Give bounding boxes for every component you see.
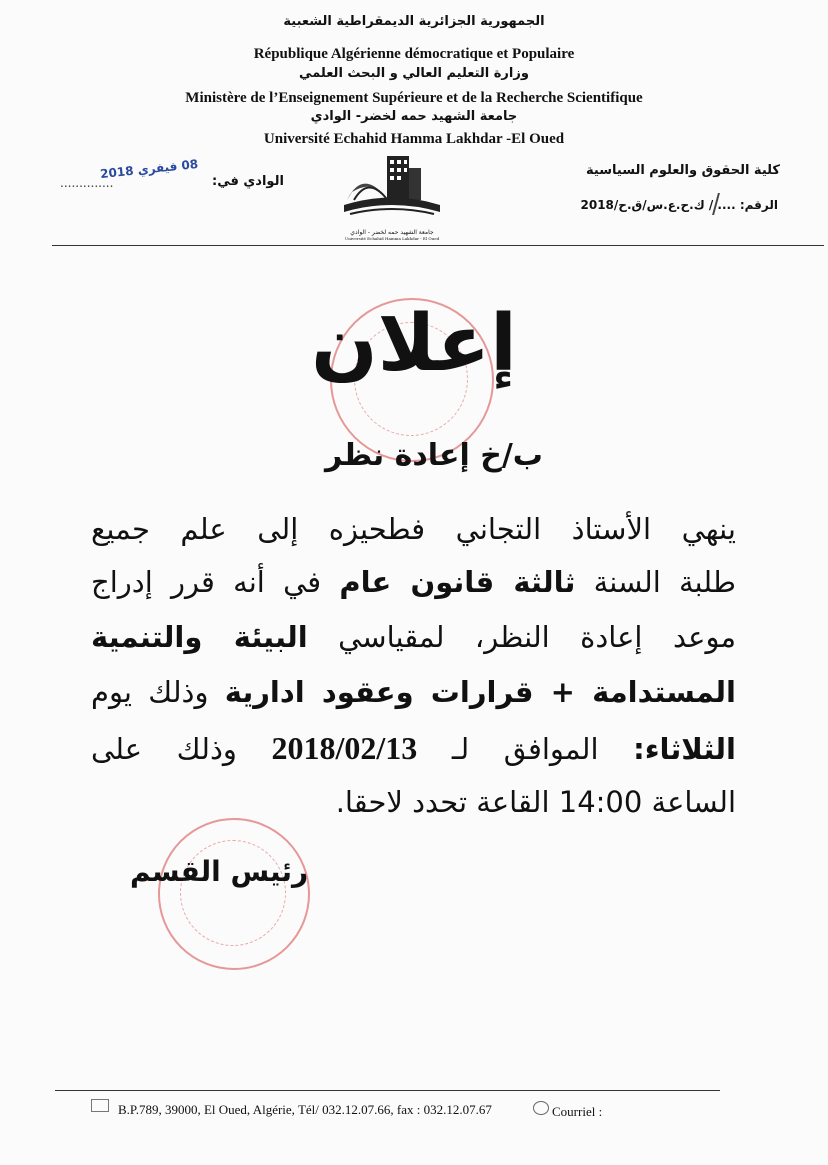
announcement-title: إعلان (311, 299, 517, 389)
university-logo-icon (342, 150, 442, 225)
body-line-4-b: وذلك يوم (91, 675, 225, 709)
footer-courriel: Courriel : (552, 1104, 603, 1119)
body-line-4-a: المستدامة + قرارات وعقود ادارية (224, 675, 736, 709)
body-line-2-a: طلبة السنة (575, 565, 736, 599)
body-line-6: الساعة 14:00 القاعة تحدد لاحقا. (335, 785, 736, 819)
date-dots: .............. (60, 176, 114, 190)
body-line-2-b: ثالثة قانون عام (339, 565, 576, 599)
body-line-5-a: الثلاثاء: (633, 732, 736, 766)
body-line-5-d: وذلك على (91, 732, 272, 766)
place-date-label: الوادي في: (212, 174, 284, 189)
body-line-3-b: البيئة والتنمية (91, 620, 308, 654)
body-line-5 (91, 730, 736, 767)
footer-divider (55, 1090, 720, 1091)
footer-address: B.P.789, 39000, El Oued, Algérie, Tél/ 032.12.07.66, fax : 032.12.07.67 (118, 1102, 492, 1117)
email-icon (533, 1101, 549, 1115)
university-fr: Université Echahid Hamma Lakhdar -El Oued (263, 131, 565, 147)
ministry-ar: وزارة التعليم العالي و البحث العلمي (299, 66, 529, 81)
announcement-subtitle: ب/خ إعادة نظر (325, 438, 543, 473)
official-stamp-signature (158, 818, 310, 970)
republic-fr: République Algérienne démocratique et Populaire (253, 46, 575, 62)
logo-caption-ar: جامعة الشهيد حمه لخضر - الوادي (350, 229, 434, 236)
envelope-icon (91, 1099, 109, 1112)
logo-caption-fr: Université Echahid Hamma Lakhdar - El Oued (344, 236, 440, 241)
date-stamp: 08 فيفري 2018 (99, 156, 199, 182)
body-line-3 (91, 620, 736, 654)
header-divider (52, 245, 824, 246)
reference-number: الرقم: .... / ك.ح.ع.س/ق.ح/2018 (580, 198, 778, 212)
body-line-1 (91, 512, 736, 546)
university-ar: جامعة الشهيد حمه لخضر- الوادي (310, 109, 518, 124)
ministry-fr: Ministère de l’Enseignement Supérieure et de la Recherche Scientifique (185, 90, 643, 106)
body-line-1-text: ينهي الأستاذ التجاني فطحيزه إلى علم جميع (91, 512, 736, 546)
body-line-5-b: الموافق لـ (417, 732, 634, 766)
faculty-name: كلية الحقوق والعلوم السياسية (586, 163, 780, 178)
body-line-5-date: 2018/02/13 (271, 730, 418, 766)
body-line-3-a: موعد إعادة النظر، لمقياسي (307, 620, 736, 654)
university-logo (342, 150, 442, 240)
body-line-4 (91, 675, 736, 709)
body-line-2 (91, 565, 736, 599)
republic-ar: الجمهورية الجزائرية الديمقراطية الشعبية (283, 14, 545, 29)
body-line-2-c: في أنه قرر إدراج (91, 565, 340, 599)
signature-title: رئيس القسم (130, 855, 309, 888)
